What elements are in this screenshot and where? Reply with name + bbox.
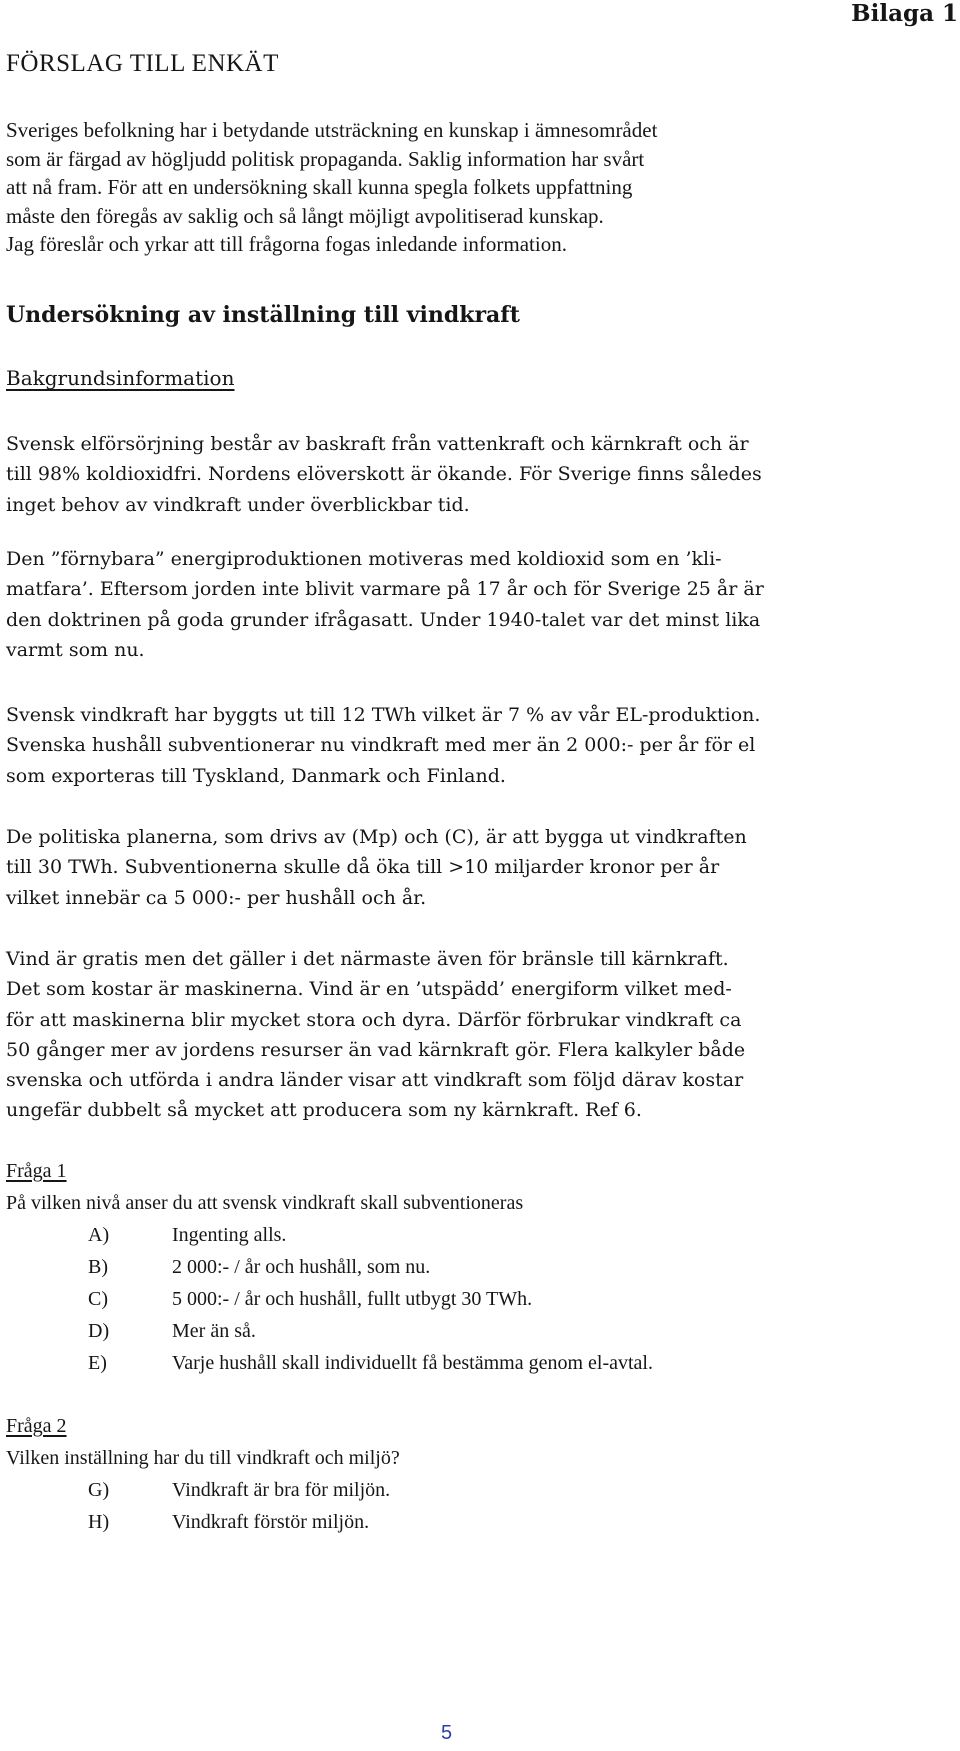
option-text: Vindkraft är bra för miljön. [172, 1479, 391, 1501]
section-heading: Undersökning av inställning till vindkraft [6, 302, 520, 328]
option-text: 2 000:- / år och hushåll, som nu. [172, 1256, 431, 1278]
intro-line: Jag föreslår och yrkar att till frågorna fogas inledande information. [6, 232, 567, 257]
paragraph-line: Svensk elförsörjning består av baskraft från vattenkraft och kärnkraft och är [6, 433, 749, 455]
page-title: FÖRSLAG TILL ENKÄT [6, 50, 279, 77]
option-text: 5 000:- / år och hushåll, fullt utbygt 30 TWh. [172, 1288, 533, 1310]
intro-line: måste den föregås av saklig och så långt möjligt avpolitiserad kunskap. [6, 203, 604, 228]
paragraph-line: till 98% koldioxidfri. Nordens elöverskott är ökande. För Sverige finns således [6, 463, 762, 486]
paragraph-line: svenska och utförda i andra länder visar att vindkraft som följd därav kostar [6, 1069, 744, 1092]
option-text: Varje hushåll skall individuellt få bestämma genom el-avtal. [172, 1352, 653, 1374]
option-letter: E) [88, 1352, 107, 1374]
intro-line: som är färgad av högljudd politisk propaganda. Saklig information har svårt [6, 146, 645, 171]
paragraph-climate [6, 544, 764, 665]
intro-line: att nå fram. För att en undersökning skall kunna spegla folkets uppfattning [6, 175, 633, 200]
option-text: Ingenting alls. [172, 1224, 287, 1246]
option-letter: H) [88, 1511, 110, 1533]
question-1-text: På vilken nivå anser du att svensk vindkraft skall subventioneras [6, 1192, 524, 1214]
paragraph-line: varmt som nu. [6, 638, 145, 661]
bilaga-label: Bilaga 1 [851, 0, 958, 27]
option-text: Vindkraft förstör miljön. [172, 1511, 370, 1533]
option-letter: B) [88, 1256, 108, 1278]
paragraph-line: 50 gånger mer av jordens resurser än vad kärnkraft gör. Flera kalkyler både [6, 1038, 746, 1061]
option-letter: D) [88, 1320, 110, 1342]
paragraph-line: De politiska planerna, som drivs av (Mp) och (C), är att bygga ut vindkraften [6, 826, 747, 848]
paragraph-line: till 30 TWh. Subventionerna skulle då öka till >10 miljarder kronor per år [6, 856, 720, 879]
paragraph-baseload [6, 429, 762, 520]
page-number: 5 [441, 1722, 453, 1744]
paragraph-line: den doktrinen på goda grunder ifrågasatt. Under 1940-talet var det minst lika [6, 608, 761, 631]
paragraph-line: Den ”förnybara” energiproduktionen motiveras med koldioxid som en ’kli- [6, 548, 722, 570]
option-letter: G) [88, 1479, 110, 1501]
question-2-text: Vilken inställning har du till vindkraft och miljö? [6, 1447, 400, 1469]
paragraph-line: ungefär dubbelt så mycket att producera som ny kärnkraft. Ref 6. [6, 1099, 642, 1122]
section-subheading: Bakgrundsinformation [6, 366, 235, 390]
intro-line: Sveriges befolkning har i betydande utsträckning en kunskap i ämnesområdet [6, 118, 658, 142]
paragraph-line: vilket innebär ca 5 000:- per hushåll och år. [6, 886, 427, 909]
paragraph-line: Vind är gratis men det gäller i det närmaste även för bränsle till kärnkraft. [6, 948, 729, 970]
paragraph-subsidies [6, 700, 760, 791]
option-letter: A) [88, 1224, 110, 1246]
paragraph-line: Svensk vindkraft har byggts ut till 12 TWh vilket är 7 % av vår EL-produktion. [6, 704, 761, 726]
paragraph-line: Svenska hushåll subventionerar nu vindkraft med mer än 2 000:- per år för el [6, 734, 756, 757]
paragraph-line: som exporteras till Tyskland, Danmark och Finland. [6, 764, 506, 787]
question-2-label: Fråga 2 [6, 1415, 67, 1437]
intro-paragraph [6, 116, 657, 259]
paragraph-costs [6, 944, 745, 1126]
paragraph-line: för att maskinerna blir mycket stora och dyra. Därför förbrukar vindkraft ca [6, 1008, 742, 1031]
paragraph-line: matfara’. Eftersom jorden inte blivit varmare på 17 år och för Sverige 25 år är [6, 578, 764, 601]
paragraph-plans [6, 822, 747, 913]
option-letter: C) [88, 1288, 108, 1310]
paragraph-line: inget behov av vindkraft under överblickbar tid. [6, 493, 470, 516]
option-text: Mer än så. [172, 1320, 256, 1342]
paragraph-line: Det som kostar är maskinerna. Vind är en ’utspädd’ energiform vilket med- [6, 978, 732, 1001]
question-1-label: Fråga 1 [6, 1160, 67, 1182]
